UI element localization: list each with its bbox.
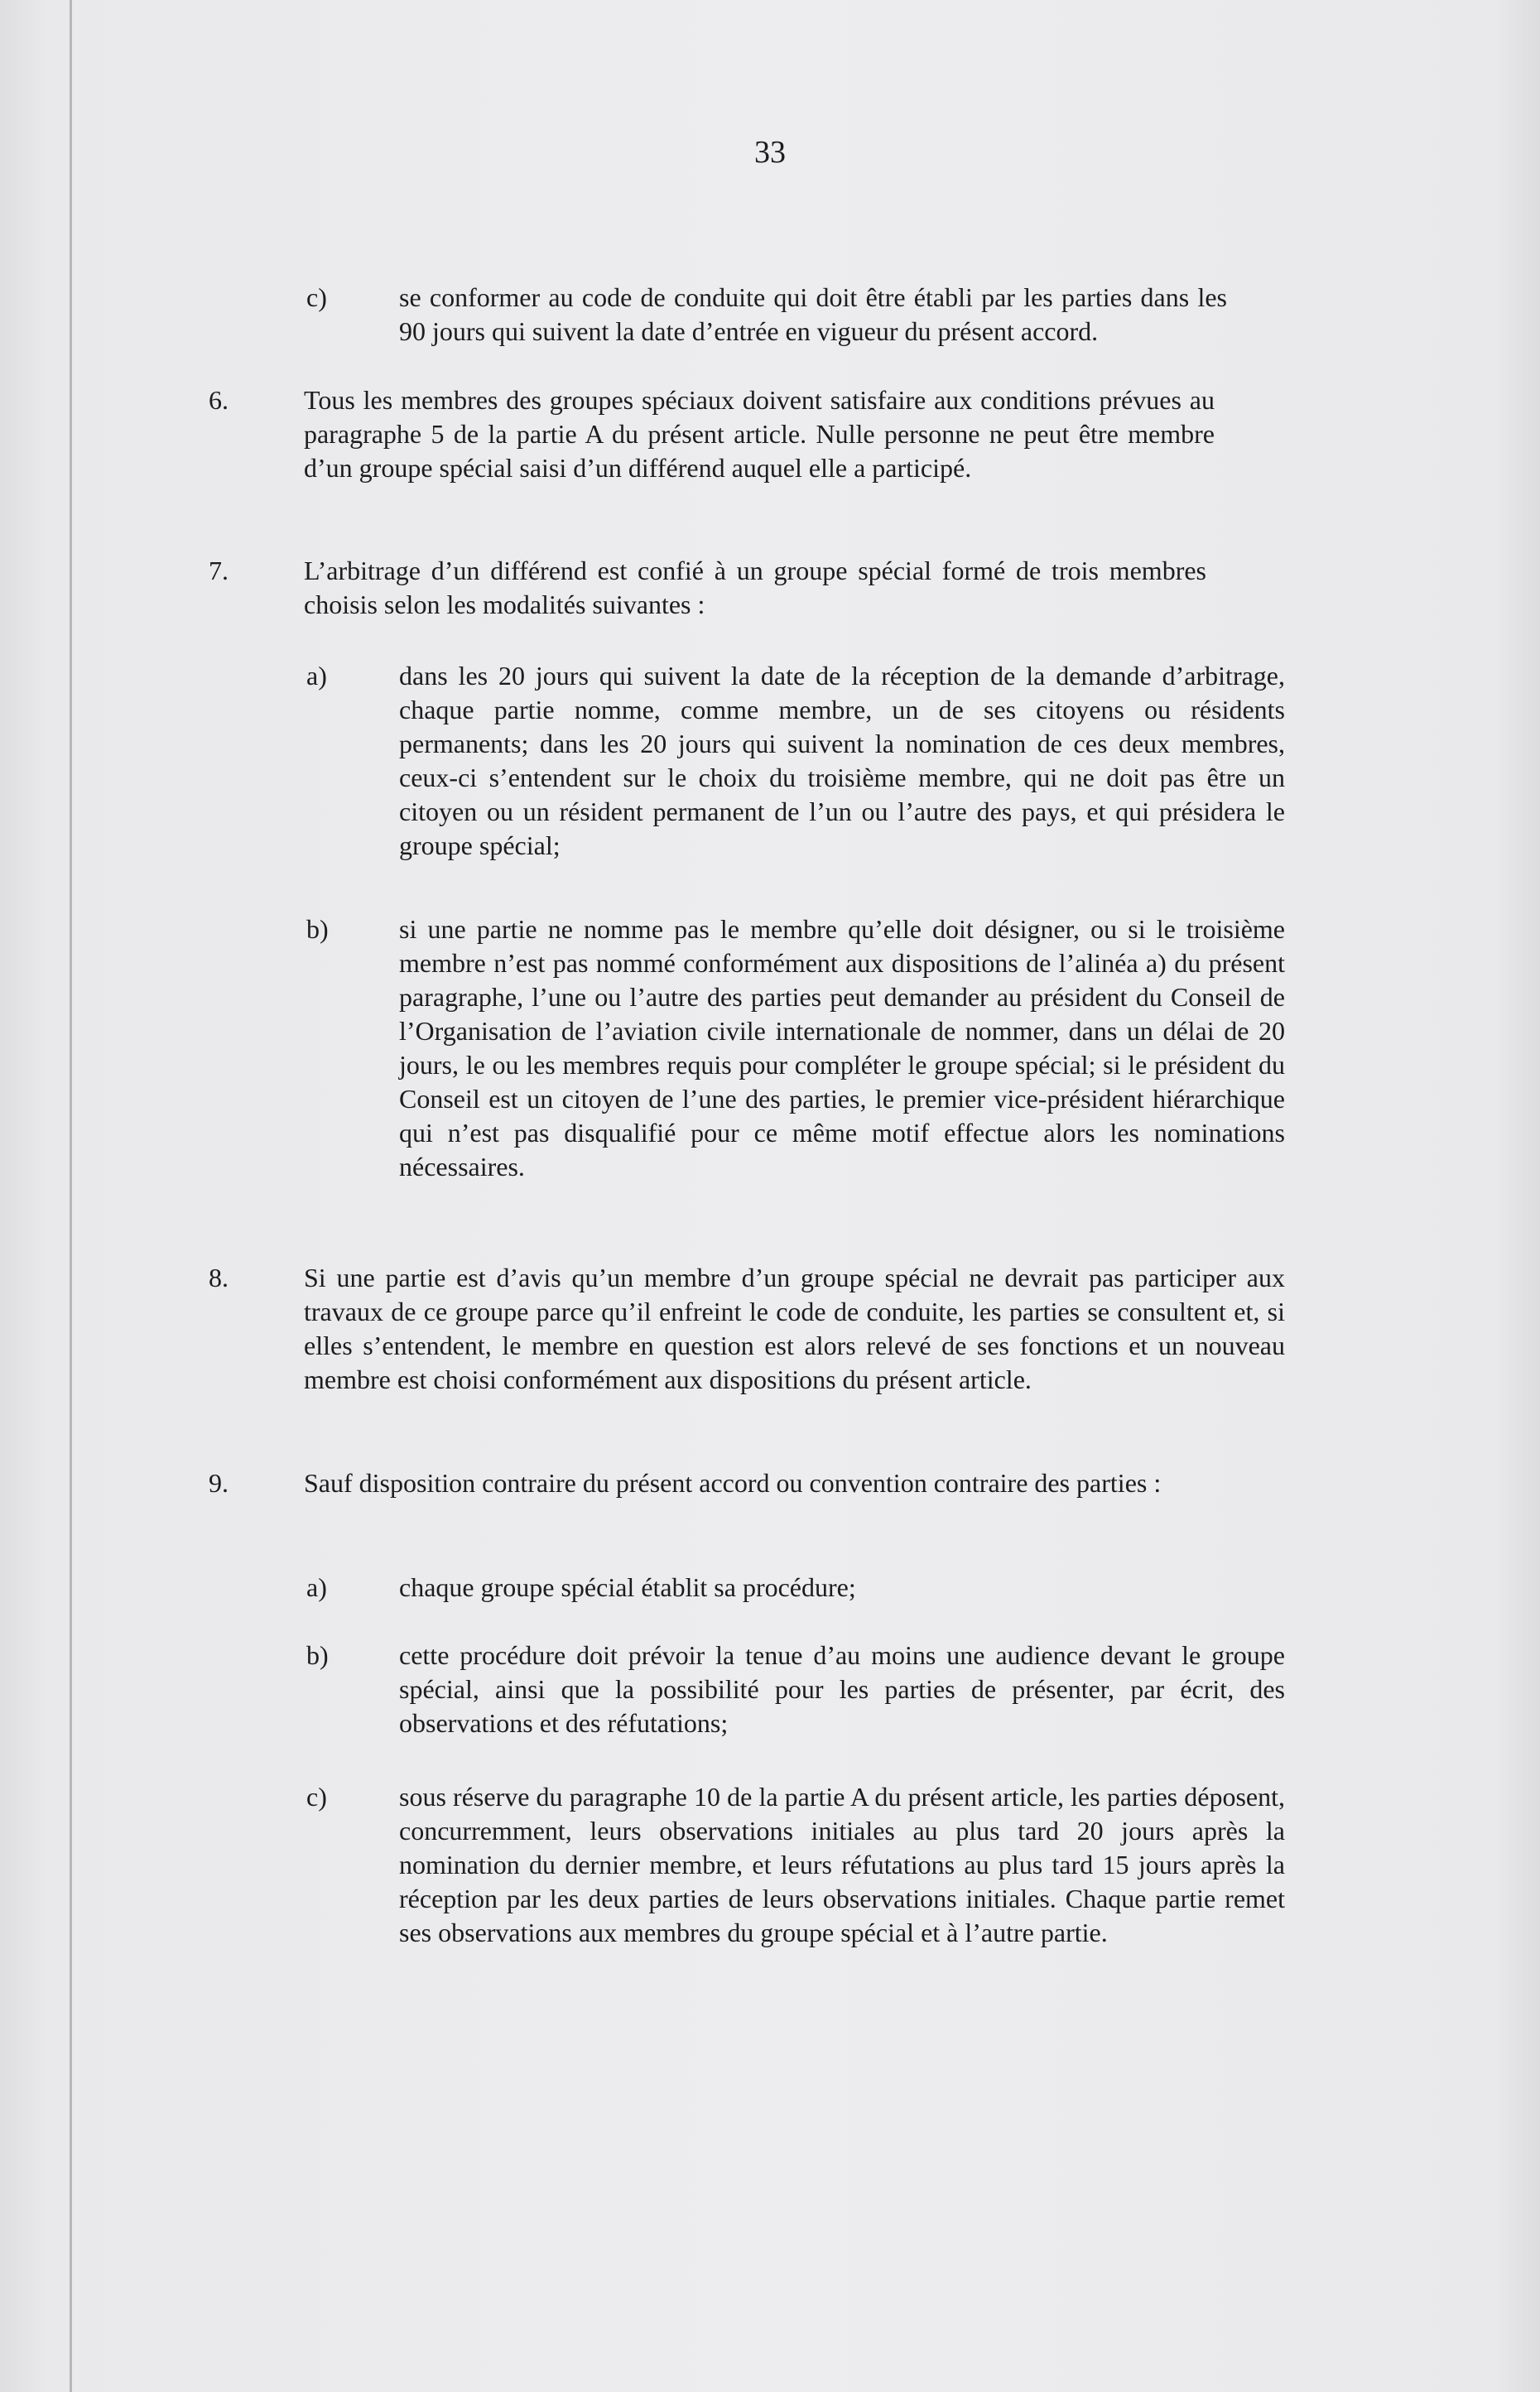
paragraph-9-b-text: cette procédure doit prévoir la tenue d’au moins une audience devant le groupe spécial, ainsi que la possibilité pour les parties de présenter, par écrit, des observations et des réfutations; — [399, 1640, 1285, 1738]
paragraph-7-b-marker: b) — [306, 914, 329, 944]
paragraph-8-marker: 8. — [209, 1263, 229, 1292]
paragraph-7-b-text: si une partie ne nomme pas le membre qu’elle doit désigner, ou si le troisième membre n’est pas nommé conformément aux dispositions de l’alinéa a) du présent paragraphe, l’une ou l’autre des parties peut demander au président du Conseil de l’Organisation de l’aviation civile internationale de nommer, dans un délai de 20 jours, le ou les membres requis pour compléter le groupe spécial; si le président du Conseil est un citoyen de l’une des parties, le premier vice-président hiérarchique qui n’est pas disqualifié pour ce même motif effectue alors les nominations nécessaires. — [399, 914, 1285, 1182]
paragraph-9-b-marker: b) — [306, 1640, 329, 1670]
paragraph-9-c-text: sous réserve du paragraphe 10 de la partie A du présent article, les parties déposent, concurremment, leurs observations initiales au plus tard 20 jours après la nomination du dernier membre, et leurs réfutations au plus tard 15 jours après la réception par les deux parties de leurs observations initiales. Chaque partie remet ses observations aux membres du groupe spécial et à l’autre partie. — [399, 1782, 1285, 1947]
paragraph-7-a-text: dans les 20 jours qui suivent la date de la réception de la demande d’arbitrage, chaque partie nomme, comme membre, un de ses citoyens ou résidents permanents; dans les 20 jours qui suivent la nomination de ces deux membres, ceux-ci s’entendent sur le choix du troisième membre, qui ne doit pas être un citoyen ou un résident permanent de l’un ou l’autre des pays, et qui présidera le groupe spécial; — [399, 661, 1285, 860]
paragraph-6-marker: 6. — [209, 385, 229, 415]
paragraph-8-text: Si une partie est d’avis qu’un membre d’un groupe spécial ne devrait pas participer aux travaux de ce groupe parce qu’il enfreint le code de conduite, les parties se consultent et, si elles s’entendent, le membre en question est alors relevé de ses fonctions et un nouveau membre est choisi conformément aux dispositions du présent article. — [304, 1263, 1285, 1394]
paragraph-7-a-marker: a) — [306, 661, 327, 691]
paragraph-7-marker: 7. — [209, 556, 229, 585]
paragraph-7-text: L’arbitrage d’un différend est confié à un groupe spécial formé de trois membres choisis selon les modalités suivantes : — [304, 556, 1206, 619]
paragraph-9-marker: 9. — [209, 1468, 229, 1498]
paragraph-9-text: Sauf disposition contraire du présent accord ou convention contraire des parties : — [304, 1468, 1162, 1498]
paragraph-9-a-marker: a) — [306, 1572, 327, 1602]
item-c-text: se conformer au code de conduite qui doit être établi par les parties dans les 90 jours qui suivent la date d’entrée en vigueur du présent accord. — [399, 282, 1227, 346]
paragraph-9-a-text: chaque groupe spécial établit sa procédure; — [399, 1572, 856, 1602]
page-spine-shadow — [70, 0, 72, 2392]
paragraph-9-c-marker: c) — [306, 1782, 327, 1812]
item-c-marker: c) — [306, 282, 327, 312]
page-number: 33 — [754, 135, 786, 170]
paragraph-6-text: Tous les membres des groupes spéciaux doivent satisfaire aux conditions prévues au paragraphe 5 de la partie A du présent article. Nulle personne ne peut être membre d’un groupe spécial saisi d’un différend auquel elle a participé. — [304, 385, 1215, 483]
